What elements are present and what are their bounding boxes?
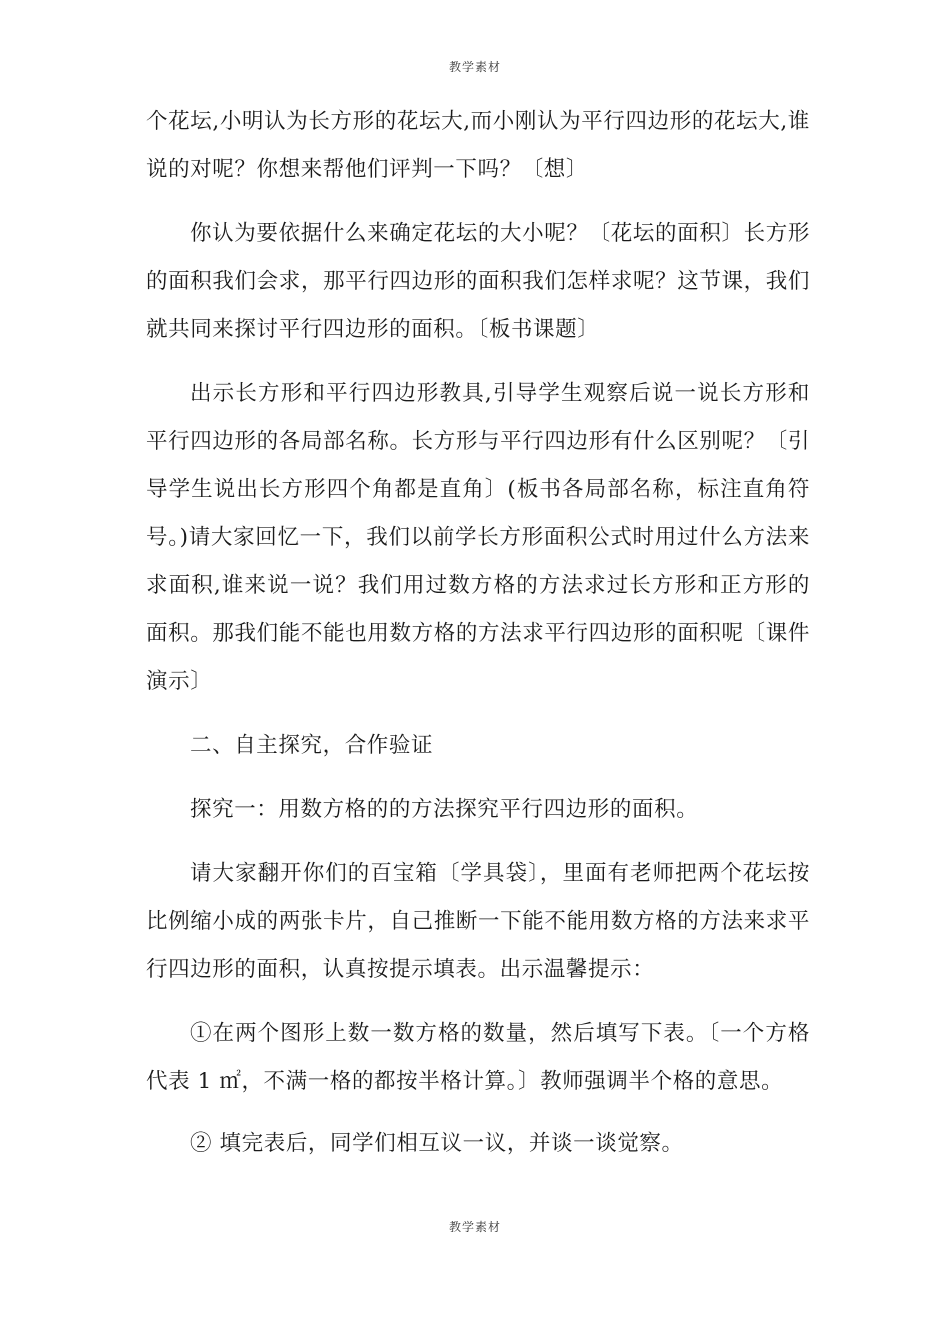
running-header: 教学素材 (448, 60, 501, 74)
paragraph-tip-one: ①在两个图形上数一数方格的数量，然后填写下表。〔一个方格代表 1 ㎡，不满一格的都按半格计算。〕教师强调半个格的意思。 (146, 1021, 810, 1094)
paragraph-treasure-box: 请大家翻开你们的百宝箱〔学具袋〕，里面有老师把两个花坛按比例缩小成的两张卡片，自己推断一下能不能用数方格的方法来求平行四边形的面积，认真按提示填表。出示温馨提示： (146, 861, 810, 982)
paragraph-shape-comparison: 出示长方形和平行四边形教具,引导学生观察后说一说长方形和平行四边形的各局部名称。长方形与平行四边形有什么区别呢？〔引导学生说出长方形四个角都是直角〕(板书各局部名称，标注直角符号。)请大家回忆一下，我们以前学长方形面积公式时用过什么方法来求面积,谁来说一说？我们用过数方格的方法求过长方形和正方形的面积。那我们能不能也用数方格的方法求平行四边形的面积呢〔课件演示〕 (146, 381, 810, 694)
paragraph-flower-bed-question: 个花坛,小明认为长方形的花坛大,而小刚认为平行四边形的花坛大,谁说的对呢？你想来帮他们评判一下吗？〔想〕 (146, 109, 810, 182)
body-text (146, 98, 810, 1184)
paragraph-exploration-one: 探究一：用数方格的的方法探究平行四边形的面积。 (190, 797, 699, 822)
running-footer: 教学素材 (448, 1220, 501, 1234)
paragraph-tip-two: ② 填完表后，同学们相互议一议，并谈一谈觉察。 (190, 1131, 684, 1156)
section-heading-explore: 二、自主探究，合作验证 (190, 733, 434, 758)
paragraph-area-intro: 你认为要依据什么来确定花坛的大小呢？〔花坛的面积〕长方形的面积我们会求，那平行四边形的面积我们怎样求呢？这节课，我们就共同来探讨平行四边形的面积。〔板书课题〕 (146, 221, 810, 342)
